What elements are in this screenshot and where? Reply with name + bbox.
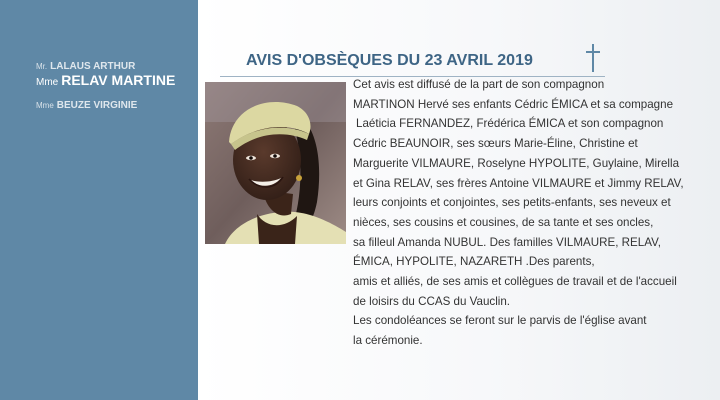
- obituary-sidebar: [0, 0, 198, 400]
- notice-panel: [198, 0, 720, 400]
- notice-line: de loisirs du CCAS du Vauclin.: [353, 294, 511, 308]
- notice-line: MARTINON Hervé ses enfants Cédric ÉMICA et sa compagne: [353, 97, 674, 111]
- sidebar-item-prefix: Mr.: [36, 62, 48, 71]
- notice-line: amis et alliés, de ses amis et collègues de travail et de l'accueil: [353, 275, 677, 289]
- sidebar-item-prefix: Mme: [36, 101, 54, 110]
- notice-line: Les condoléances se feront sur le parvis de l'église avant: [353, 314, 647, 328]
- notice-line: sa filleul Amanda NUBUL. Des familles VILMAURE, RELAV,: [353, 235, 661, 249]
- sidebar-item-name: LALAUS ARTHUR: [50, 61, 136, 72]
- latin-cross-icon: [582, 44, 604, 72]
- notice-line: Laéticia FERNANDEZ, Frédérica ÉMICA et son compagnon: [356, 117, 664, 131]
- notice-line: Cet avis est diffusé de la part de son compagnon: [353, 78, 605, 91]
- notice-line: Cédric BEAUNOIR, ses sœurs Marie-Éline, Christine et: [353, 137, 638, 151]
- notice-line: et Gina RELAV, ses frères Antoine VILMAURE et Jimmy RELAV,: [353, 176, 684, 190]
- sidebar-item-name: BEUZE VIRGINIE: [56, 100, 138, 111]
- deceased-portrait: [205, 82, 346, 244]
- notice-line: nièces, ses cousins et cousines, de sa tante et ses oncles,: [353, 215, 654, 229]
- notice-line: leurs conjoints et conjointes, ses petits-enfants, ses neveux et: [353, 196, 671, 210]
- notice-body: [353, 75, 713, 351]
- sidebar-item-prefix: Mme: [36, 77, 59, 88]
- sidebar-item-relav-martine[interactable]: [36, 72, 175, 90]
- notice-line: ÉMICA, HYPOLITE, NAZARETH .Des parents,: [353, 255, 595, 269]
- sidebar-item-name: RELAV MARTINE: [61, 72, 176, 88]
- notice-line: Marguerite VILMAURE, Roselyne HYPOLITE, Guylaine, Mirella: [353, 156, 680, 170]
- notice-title: AVIS D'OBSÈQUES DU 23 AVRIL 2019: [246, 52, 533, 69]
- sidebar-item-beuze-virginie[interactable]: [36, 95, 137, 113]
- notice-line: la cérémonie.: [353, 334, 423, 348]
